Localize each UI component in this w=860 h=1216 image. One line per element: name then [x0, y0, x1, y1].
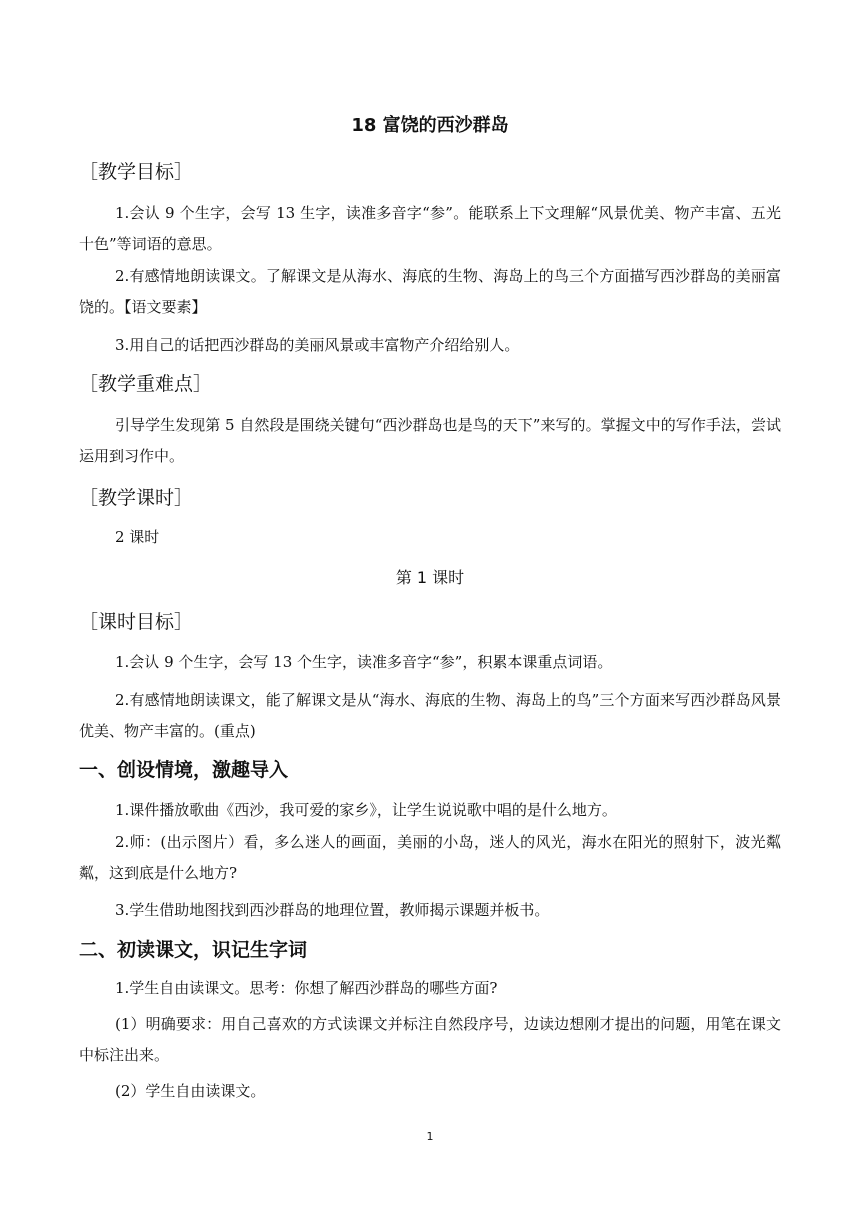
- part2-paragraph-1: 1.学生自由读课文。思考：你想了解西沙群岛的哪些方面?: [115, 979, 498, 997]
- lesson-goal-paragraph-1: 1.会认 9 个生字，会写 13 个生字，读准多音字“参”，积累本课重点词语。: [115, 653, 613, 671]
- part2-paragraph-3: (2）学生自由读课文。: [115, 1082, 266, 1100]
- part1-heading: 一、创设情境，激趣导入: [79, 759, 289, 781]
- part2-paragraph-2: (1）明确要求：用自己喜欢的方式读课文并标注自然段序号，边读边想刚才提出的问题，用笔在课文中标注出来。: [79, 1015, 781, 1064]
- objective-paragraph-2: 2.有感情地朗读课文。了解课文是从海水、海底的生物、海岛上的鸟三个方面描写西沙群岛的美丽富饶的。【语文要素】: [79, 267, 781, 316]
- section-heading-lesson-goals: ［课时目标］: [79, 611, 194, 633]
- lesson-goal-paragraph-2: 2.有感情地朗读课文，能了解课文是从“海水、海底的生物、海岛上的鸟”三个方面来写西沙群岛风景优美、物产丰富的。(重点): [79, 691, 781, 740]
- section-heading-objectives: ［教学目标］: [79, 161, 194, 183]
- page-number: 1: [426, 1130, 434, 1143]
- section-heading-periods: ［教学课时］: [79, 487, 194, 509]
- part2-heading: 二、初读课文，识记生字词: [79, 939, 308, 961]
- key-points-paragraph: 引导学生发现第 5 自然段是围绕关键句“西沙群岛也是鸟的天下”来写的。掌握文中的写作手法，尝试运用到习作中。: [79, 416, 781, 465]
- periods-paragraph: 2 课时: [115, 528, 160, 546]
- section-heading-key-points: ［教学重难点］: [79, 373, 213, 395]
- objective-paragraph-3: 3.用自己的话把西沙群岛的美丽风景或丰富物产介绍给别人。: [115, 336, 520, 354]
- lesson-title: 第 1 课时: [395, 568, 465, 587]
- objective-paragraph-1: 1.会认 9 个生字，会写 13 生字，读准多音字“参”。能联系上下文理解“风景优美、物产丰富、五光十色”等词语的意思。: [79, 204, 781, 253]
- part1-paragraph-1: 1.课件播放歌曲《西沙，我可爱的家乡》，让学生说说歌中唱的是什么地方。: [115, 801, 617, 819]
- document-title: 18 富饶的西沙群岛: [351, 115, 509, 136]
- part1-paragraph-2: 2.师：(出示图片）看，多么迷人的画面，美丽的小岛，迷人的风光，海水在阳光的照射下，波光粼粼，这到底是什么地方?: [79, 833, 781, 882]
- part1-paragraph-3: 3.学生借助地图找到西沙群岛的地理位置，教师揭示课题并板书。: [115, 901, 550, 919]
